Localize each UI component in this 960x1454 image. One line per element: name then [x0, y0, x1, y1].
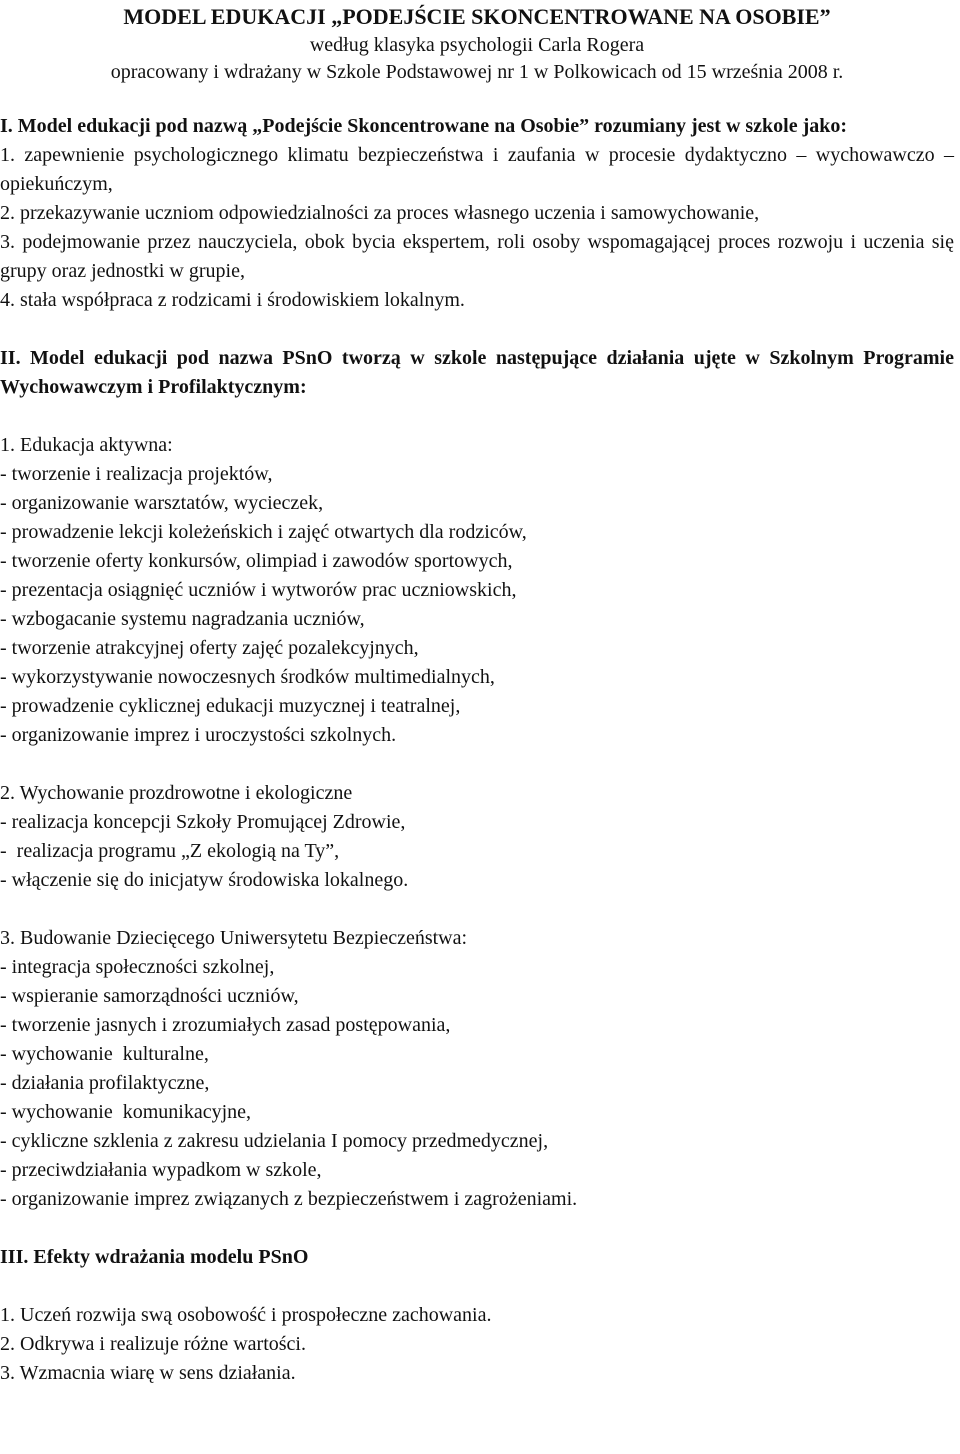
list-item: - tworzenie atrakcyjnej oferty zajęć pozalekcyjnych,	[0, 637, 419, 659]
list-item: - prowadzenie lekcji koleżeńskich i zajęć otwartych dla rodziców,	[0, 521, 527, 543]
list-item: - organizowanie imprez i uroczystości szkolnych.	[0, 724, 397, 746]
list-item: - przeciwdziałania wypadkom w szkole,	[0, 1159, 322, 1181]
document-subtitle-2: opracowany i wdrażany w Szkole Podstawowej nr 1 w Polkowicach od 15 września 2008 r.	[110, 61, 844, 83]
list-item: - działania profilaktyczne,	[0, 1072, 210, 1094]
list-item: - włączenie się do inicjatyw środowiska lokalnego.	[0, 869, 409, 891]
list-item: - wychowanie kulturalne,	[0, 1043, 209, 1065]
list-item: - prezentacja osiągnięć uczniów i wytworów prac uczniowskich,	[0, 579, 517, 601]
group-edukacja-aktywna	[0, 431, 954, 750]
spacer	[0, 1214, 954, 1243]
section-2-heading: II. Model edukacji pod nazwa PSnO tworzą w szkole następujące działania ujęte w Szkolnym Programie Wychowawczym i Profilaktycznym:	[0, 347, 954, 398]
document-header	[0, 0, 954, 86]
list-item: 1. Uczeń rozwija swą osobowość i prospołeczne zachowania.	[0, 1304, 492, 1326]
section-1-item: 1. zapewnienie psychologicznego klimatu bezpieczeństwa i zaufania w procesie dydaktyczno – wychowawczo – opiekuńczym,	[0, 144, 954, 195]
list-item: - organizowanie warsztatów, wycieczek,	[0, 492, 324, 514]
list-item: - wykorzystywanie nowoczesnych środków multimedialnych,	[0, 666, 495, 688]
document-title: MODEL EDUKACJI „PODEJŚCIE SKONCENTROWANE NA OSOBIE”	[123, 4, 831, 29]
section-3-heading: III. Efekty wdrażania modelu PSnO	[0, 1246, 309, 1268]
list-item: 2. Odkrywa i realizuje różne wartości.	[0, 1333, 306, 1355]
list-item: - organizowanie imprez związanych z bezpieczeństwem i zagrożeniami.	[0, 1188, 578, 1210]
group-uniwersytet-bezpieczenstwa	[0, 924, 954, 1214]
spacer	[0, 895, 954, 924]
section-1-item: 3. podejmowanie przez nauczyciela, obok bycia ekspertem, roli osoby wspomagającej proces rozwoju i uczenia się grupy oraz jednostki w grupie,	[0, 231, 954, 282]
document-subtitle: według klasyka psychologii Carla Rogera	[309, 34, 645, 56]
spacer	[0, 402, 954, 431]
group-title: 3. Budowanie Dziecięcego Uniwersytetu Bezpieczeństwa:	[0, 927, 468, 949]
list-item: - tworzenie jasnych i zrozumiałych zasad postępowania,	[0, 1014, 451, 1036]
section-1-item: 4. stała współpraca z rodzicami i środowiskiem lokalnym.	[0, 289, 465, 311]
section-3	[0, 1243, 954, 1388]
list-item: - tworzenie i realizacja projektów,	[0, 463, 273, 485]
group-title: 2. Wychowanie prozdrowotne i ekologiczne	[0, 782, 353, 804]
list-item: - integracja społeczności szkolnej,	[0, 956, 275, 978]
list-item: - realizacja koncepcji Szkoły Promującej Zdrowie,	[0, 811, 406, 833]
section-1-item: 2. przekazywanie uczniom odpowiedzialności za proces własnego uczenia i samowychowanie,	[0, 202, 760, 224]
section-2	[0, 344, 954, 1214]
spacer	[0, 750, 954, 779]
group-title: 1. Edukacja aktywna:	[0, 434, 173, 456]
list-item: 3. Wzmacnia wiarę w sens działania.	[0, 1362, 296, 1384]
spacer	[0, 315, 954, 344]
list-item: - cykliczne szklenia z zakresu udzielania I pomocy przedmedycznej,	[0, 1130, 549, 1152]
list-item: - wychowanie komunikacyjne,	[0, 1101, 252, 1123]
list-item: - prowadzenie cyklicznej edukacji muzycznej i teatralnej,	[0, 695, 461, 717]
list-item: - tworzenie oferty konkursów, olimpiad i zawodów sportowych,	[0, 550, 513, 572]
list-item: - wzbogacanie systemu nagradzania uczniów,	[0, 608, 365, 630]
list-item: - realizacja programu „Z ekologią na Ty”,	[0, 840, 340, 862]
spacer	[0, 86, 954, 112]
group-wychowanie-prozdrowotne	[0, 779, 954, 895]
section-1-heading: I. Model edukacji pod nazwą „Podejście Skoncentrowane na Osobie” rozumiany jest w szkole jako:	[0, 115, 848, 137]
list-item: - wspieranie samorządności uczniów,	[0, 985, 299, 1007]
section-1	[0, 112, 954, 315]
spacer	[0, 1272, 954, 1301]
